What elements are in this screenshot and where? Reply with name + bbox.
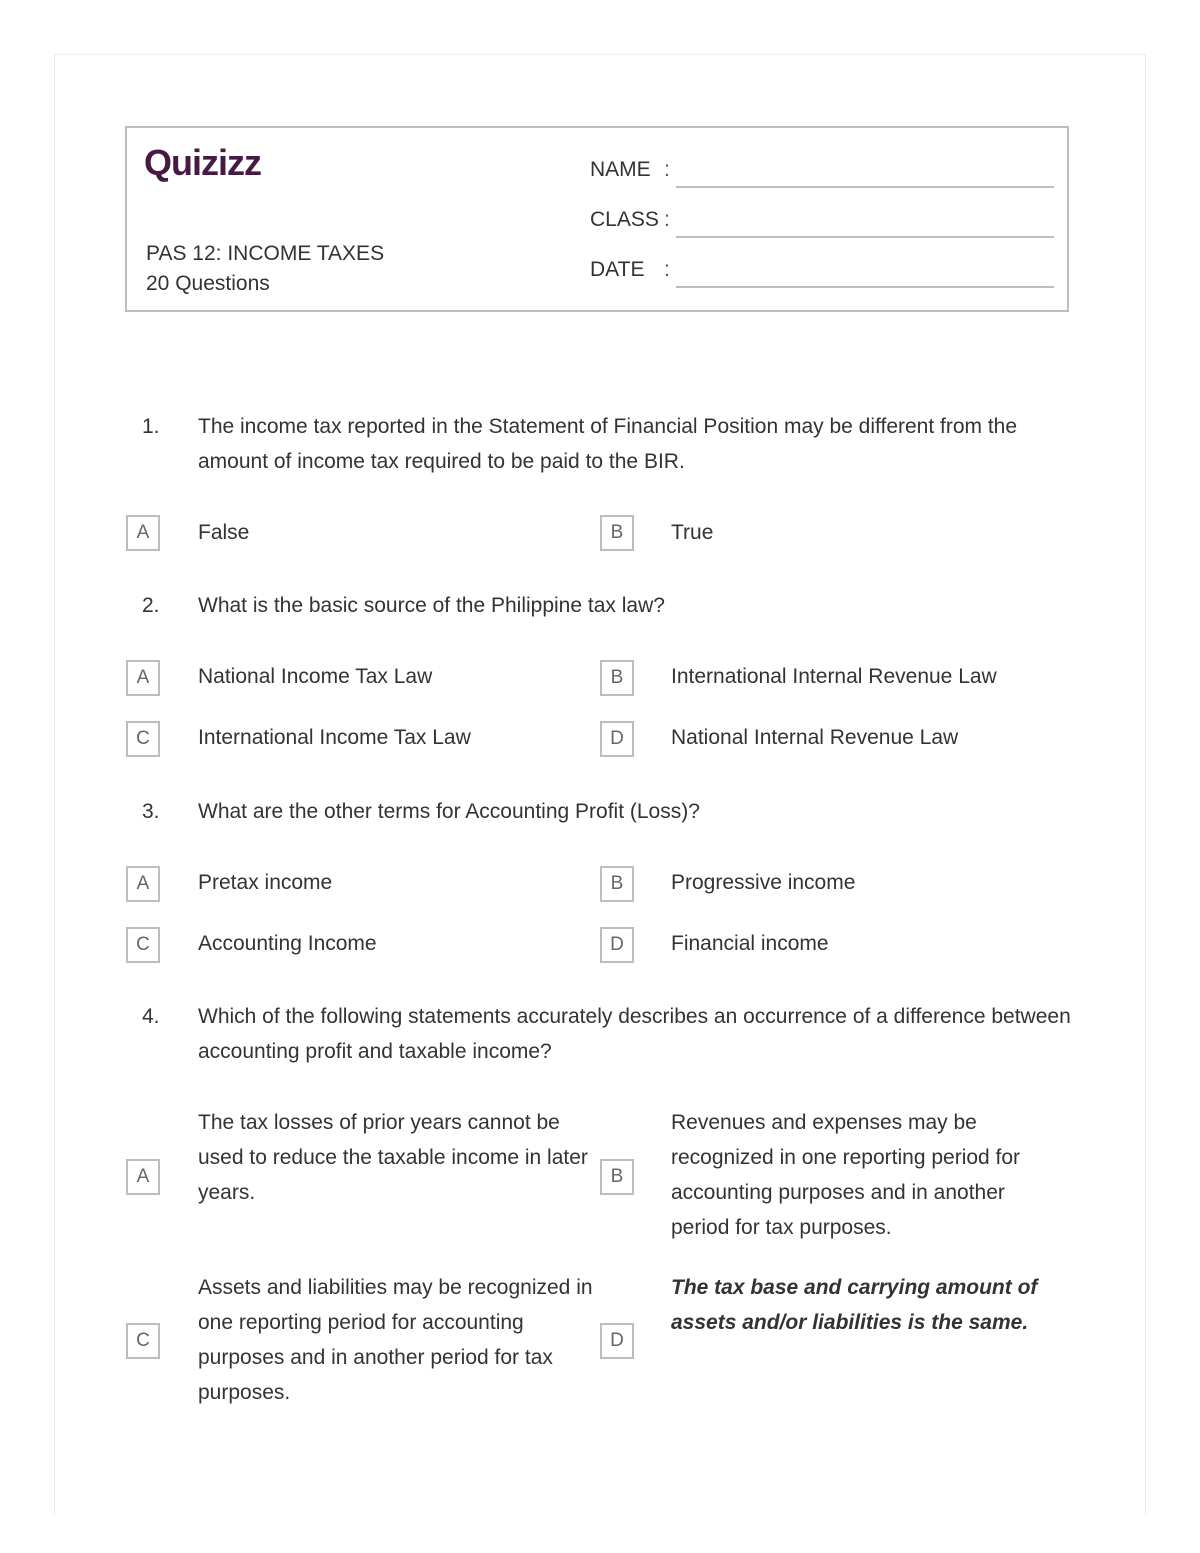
question-number: 3. (142, 800, 160, 823)
quizizz-logo: Quizizz (144, 142, 261, 183)
quiz-title: PAS 12: INCOME TAXES (146, 242, 385, 265)
question-text: What is the basic source of the Philippine tax law? (198, 594, 665, 617)
option-letter-box[interactable]: C (126, 1323, 160, 1359)
option-letter-box[interactable]: C (126, 721, 160, 757)
option-text: The tax losses of prior years cannot be used to reduce the taxable income in later years. (198, 1111, 588, 1204)
option-letter-box[interactable]: B (600, 866, 634, 902)
option-text: True (671, 521, 714, 544)
option-text: Accounting Income (198, 932, 377, 955)
option-text: International Internal Revenue Law (671, 665, 997, 688)
option-letter-box[interactable]: A (126, 1159, 160, 1195)
option-text: Financial income (671, 932, 829, 955)
option-text: National Income Tax Law (198, 665, 433, 688)
option-text: International Income Tax Law (198, 726, 471, 749)
option-letter-box[interactable]: D (600, 1323, 634, 1359)
class-field-line[interactable] (676, 236, 1054, 238)
option-text: Progressive income (671, 871, 856, 894)
option-text: Pretax income (198, 871, 333, 894)
option-letter-box[interactable]: A (126, 866, 160, 902)
option-letter-box[interactable]: A (126, 515, 160, 551)
option-letter-box[interactable]: B (600, 515, 634, 551)
question-count: 20 Questions (146, 272, 270, 295)
class-colon: : (664, 208, 670, 231)
name-colon: : (664, 158, 670, 181)
date-field-line[interactable] (676, 286, 1054, 288)
option-letter-box[interactable]: C (126, 927, 160, 963)
option-letter-box[interactable]: B (600, 660, 634, 696)
option-text: The tax base and carrying amount of assets and/or liabilities is the same. (671, 1276, 1038, 1334)
question-number: 2. (142, 594, 160, 617)
option-text: National Internal Revenue Law (671, 726, 959, 749)
question-text: Which of the following statements accurately describes an occurrence of a difference between accounting profit and taxable income? (198, 1005, 1071, 1063)
option-letter-box[interactable]: D (600, 721, 634, 757)
option-letter-box[interactable]: B (600, 1159, 634, 1195)
option-letter-box[interactable]: D (600, 927, 634, 963)
name-label: NAME (590, 158, 651, 181)
option-letter-box[interactable]: A (126, 660, 160, 696)
class-label: CLASS (590, 208, 659, 231)
name-field-line[interactable] (676, 186, 1054, 188)
question-text: The income tax reported in the Statement of Financial Position may be different from the amount of income tax required to be paid to the BIR. (198, 415, 1018, 473)
question-text: What are the other terms for Accounting Profit (Loss)? (198, 800, 700, 823)
option-text: Revenues and expenses may be recognized in one reporting period for accounting purposes and in another period for tax purposes. (671, 1111, 1021, 1239)
option-text: False (198, 521, 250, 544)
date-label: DATE (590, 258, 645, 281)
question-number: 1. (142, 415, 160, 438)
date-colon: : (664, 258, 670, 281)
option-text: Assets and liabilities may be recognized in one reporting period for accounting purposes and in another period for tax purposes. (198, 1276, 593, 1404)
question-number: 4. (142, 1005, 160, 1028)
